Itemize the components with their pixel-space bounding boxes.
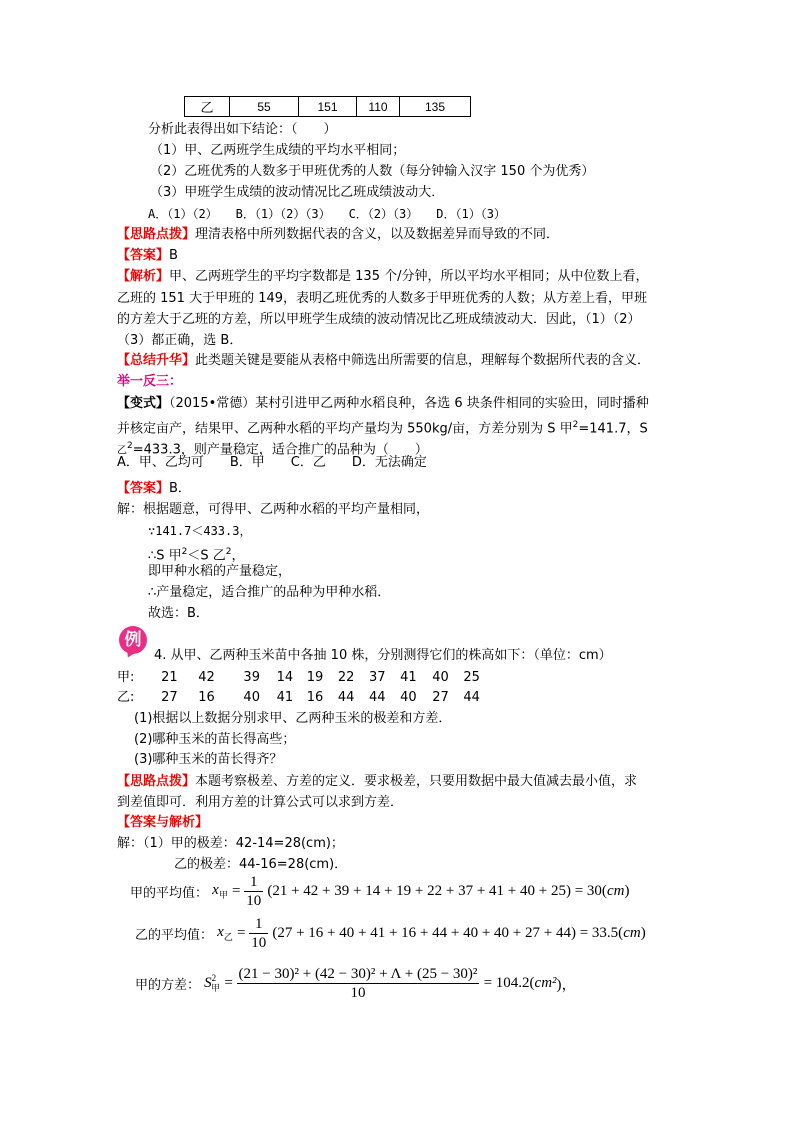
answer-text: B	[169, 248, 178, 263]
example-answer-tag: 【答案与解析】	[117, 815, 209, 830]
variant-text-2b: =141.7，S	[578, 421, 648, 437]
table-cell: 55	[230, 97, 299, 117]
mean-jia-label: 甲的平均值：	[130, 886, 209, 901]
hint-line	[117, 226, 559, 244]
analysis-text: 甲、乙两班学生的平均字数都是 135 个/分钟，所以平均水平相同；从中位数上看，	[169, 269, 649, 284]
fraction: $\frac{1}{10}$	[251, 916, 267, 951]
variant-solution-2: ∵141.7＜433.3，	[148, 524, 252, 538]
summary-text: 此类题关键是要能从表格中筛选出所需要的信息，理解每个数据所代表的含义．	[195, 353, 651, 368]
variance-jia-label: 甲的方差：	[135, 978, 201, 993]
variant-solution-6: 故选：B．	[148, 606, 209, 621]
variant-solution-4: 即甲种水稻的产量稳定，	[148, 564, 292, 579]
conclusion-3: （3）甲班学生成绩的波动情况比乙班成绩波动大．	[150, 185, 445, 200]
variant-options: A．甲、乙均可 B．甲 C．乙 D．无法确定	[117, 455, 427, 470]
conclusion-2: （2）乙班优秀的人数多于甲班优秀的人数（每分钟输入汉字 150 个为优秀）	[150, 164, 595, 179]
example-solution-2: 乙的极差：44-16=28(cm)．	[174, 857, 348, 872]
variance-jia-formula: 甲的方差： $S^2_甲$ = $\frac{\text{(21 − 30)² + (42 − 30)² + Λ + (25 − 30)²}}{10}$ = 104.2(cm²)，	[135, 966, 577, 1001]
example-badge: 例	[119, 626, 147, 654]
table-cell: 135	[400, 97, 471, 117]
variant-answer-line	[117, 480, 191, 498]
answer-options: A．（1）（2） B．（1）（2）（3） C．（2）（3） D．（1）（3）	[148, 207, 506, 221]
example-hint-tag: 【思路点拨】	[117, 774, 196, 789]
mean-jia-formula: 甲的平均值： $x_甲$ = $\frac{1}{10}$ (21 + 42 + 39 + 14 + 19 + 22 + 37 + 41 + 40 + 25) = 30(cm)	[130, 874, 630, 909]
variant-solution-3: ∴S 甲$^2$＜S 乙$^2$，	[148, 547, 245, 564]
variant-text-3b: =433.3，则产量稳定，适合推广的品种为（ ）	[132, 442, 428, 458]
answer-line	[117, 247, 178, 265]
mean-yi-label: 乙的平均值：	[135, 928, 214, 943]
summary-tag: 【总结升华】	[117, 353, 196, 368]
jia-label: 甲:	[117, 670, 135, 685]
fraction: $\frac{1}{10}$	[246, 874, 262, 909]
fraction: $\frac{\text{(21 − 30)² + (42 − 30)² + Λ + (25 − 30)²}}{10}$	[238, 966, 478, 1001]
variant-text-1: （2015•常德）某村引进甲乙两种水稻良种，各选 6 块条件相同的实验田，同时播种	[169, 396, 649, 411]
table-cell: 110	[357, 97, 400, 117]
variant-title: 举一反三：	[117, 374, 183, 389]
analysis-line-4: （3）都正确，选 B．	[117, 333, 243, 348]
example-title: 4. 从甲、乙两种玉米苗中各抽 10 株，分别测得它们的株高如下：（单位：cm）	[154, 648, 612, 663]
variant-solution-1: 解：根据题意，可得甲、乙两种水稻的平均产量相同，	[117, 502, 430, 517]
mean-yi-formula: 乙的平均值： $x_乙$ = $\frac{1}{10}$ (27 + 16 + 40 + 41 + 16 + 44 + 40 + 40 + 27 + 44) = 33.5(cm)	[135, 916, 646, 951]
variant-line-3: 乙$^2$=433.3，则产量稳定，适合推广的品种为（ ）	[117, 441, 428, 458]
example-q3: (3)哪种玉米的苗长得齐？	[134, 752, 283, 767]
jia-data-row: 甲: 21 42 39 14 19 22 37 41 40 25	[117, 670, 480, 685]
yi-data-row: 乙: 27 16 40 41 16 44 44 40 27 44	[117, 690, 480, 705]
variant-solution-5: ∴产量稳定，适合推广的品种为甲种水稻．	[148, 585, 391, 600]
score-table	[184, 96, 471, 117]
hint-text: 理清表格中所列数据代表的含义，以及数据差异而导致的不同．	[195, 227, 560, 242]
analysis-line-3: 的方差大于乙班的方差，所以甲班学生成绩的波动情况比乙班成绩波动大．因此，（1）（2）	[117, 312, 641, 327]
analysis-tag: 【解析】	[117, 269, 170, 284]
answer-tag: 【答案】	[117, 248, 170, 263]
example-hint-line-2: 到差值即可．利用方差的计算公式可以求到方差．	[117, 795, 404, 810]
example-solution-1: 解：（1）甲的极差：42-14=28(cm)；	[117, 836, 344, 851]
variant-text-3: 乙	[117, 445, 127, 457]
example-q2: (2)哪种玉米的苗长得高些；	[134, 732, 296, 747]
example-hint-line-1: 【思路点拨】本题考察极差、方差的定义．要求极差，只要用数据中最大值减去最小值，求	[117, 774, 638, 789]
table-cell: 151	[299, 97, 357, 117]
variant-answer-tag: 【答案】	[117, 481, 170, 496]
question-intro: 分析此表得出如下结论：（ ）	[148, 122, 337, 137]
variant-line-1	[117, 395, 649, 413]
variant-text-2: 并核定亩产，结果甲、乙两种水稻的平均产量均为 550kg/亩，方差分别为 S 甲	[117, 421, 573, 437]
variant-line-2: 并核定亩产，结果甲、乙两种水稻的平均产量均为 550kg/亩，方差分别为 S 甲$^2$=141.7，S	[117, 420, 648, 437]
table-cell-label: 乙	[185, 97, 230, 117]
analysis-line-1	[117, 268, 648, 286]
table-row	[185, 97, 471, 117]
variant-answer-text: B．	[169, 481, 191, 496]
conclusion-1: （1）甲、乙两班学生成绩的平均水平相同；	[150, 143, 406, 158]
summary-line	[117, 352, 650, 370]
analysis-line-2: 乙班的 151 大于甲班的 149，表明乙班优秀的人数多于甲班优秀的人数；从方差上看，甲班	[117, 291, 648, 306]
variant-tag: 【变式】	[117, 396, 170, 411]
yi-label: 乙:	[117, 690, 135, 705]
example-q1: (1)根据以上数据分别求甲、乙两种玉米的极差和方差．	[134, 711, 452, 726]
hint-tag: 【思路点拨】	[117, 227, 196, 242]
